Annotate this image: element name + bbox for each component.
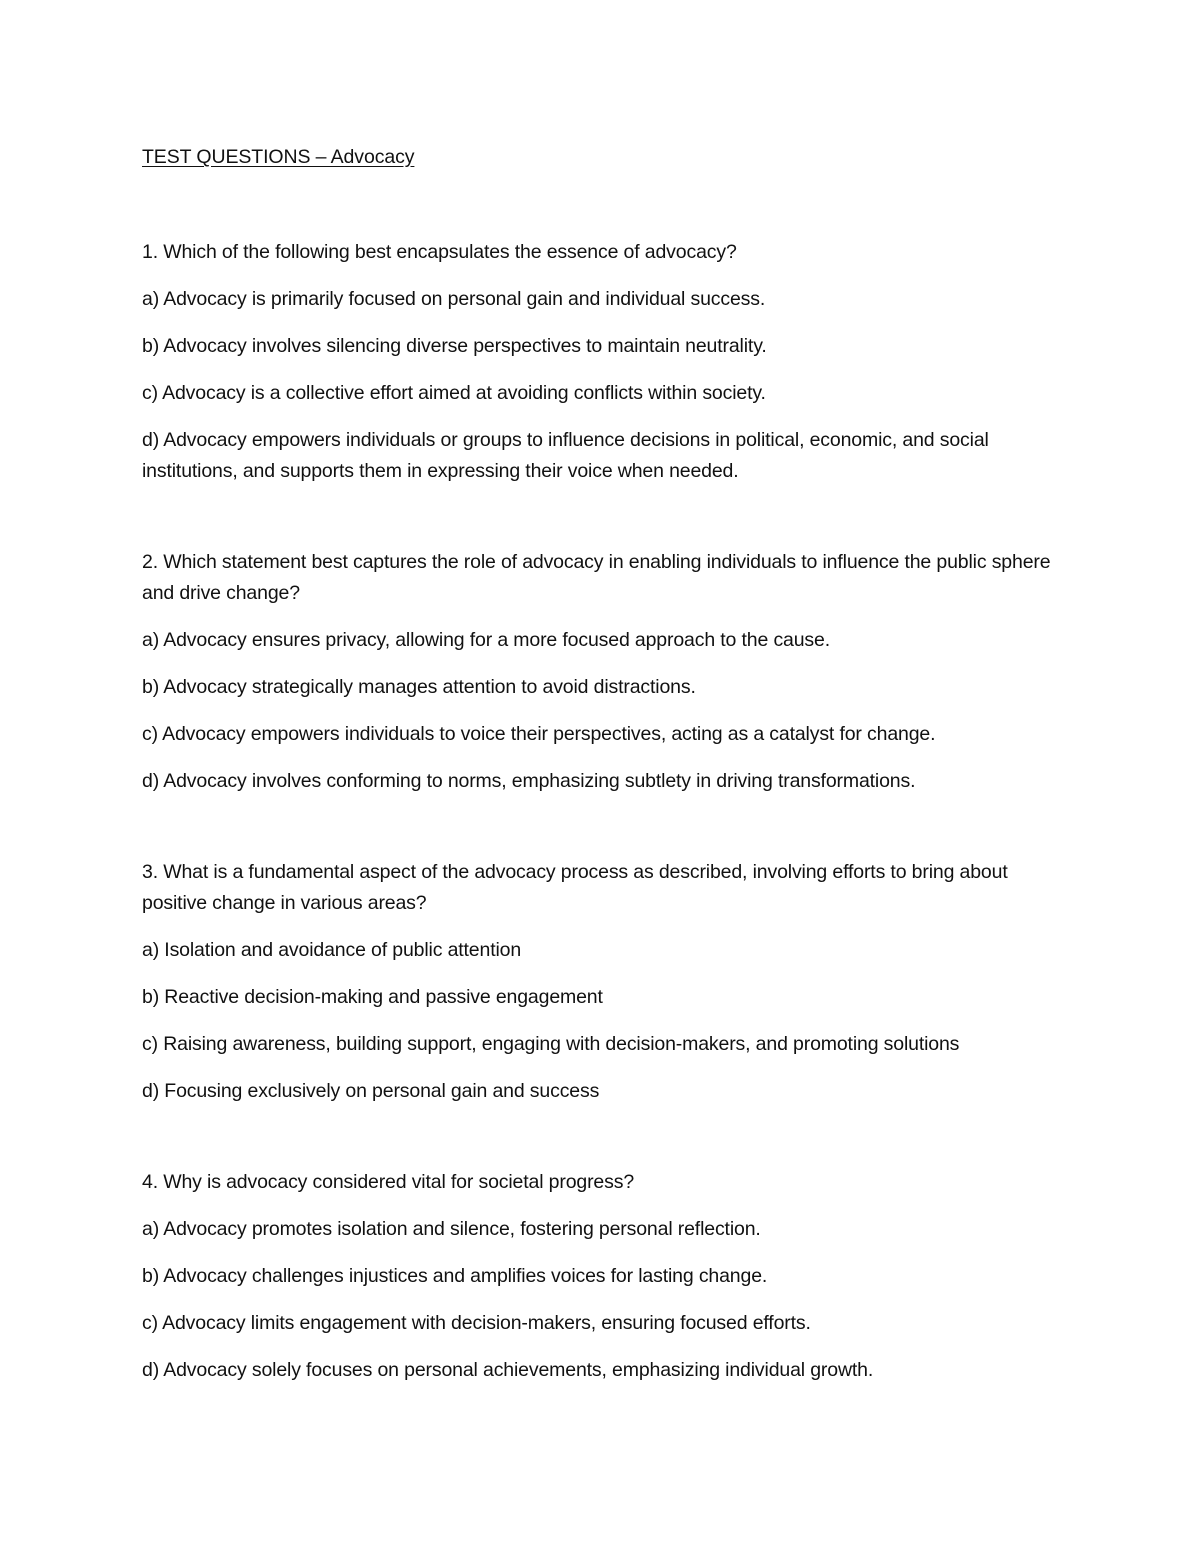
- answer-option-b: b) Advocacy challenges injustices and amplifies voices for lasting change.: [142, 1265, 768, 1287]
- question-text: 1. Which of the following best encapsulates the essence of advocacy?: [142, 241, 737, 263]
- answer-option-a: a) Advocacy is primarily focused on personal gain and individual success.: [142, 288, 766, 310]
- question-text: 4. Why is advocacy considered vital for societal progress?: [142, 1171, 635, 1193]
- answer-option-d: d) Advocacy empowers individuals or groups to influence decisions in political, economic, and social institutions, and supports them in expressing their voice when needed.: [142, 429, 989, 482]
- question-4: [142, 1167, 1072, 1386]
- answer-option-d: d) Advocacy solely focuses on personal achievements, emphasizing individual growth.: [142, 1359, 874, 1381]
- answer-option-a: a) Advocacy promotes isolation and silence, fostering personal reflection.: [142, 1218, 761, 1240]
- question-3: [142, 857, 1072, 1107]
- answer-option-b: b) Reactive decision-making and passive engagement: [142, 986, 603, 1008]
- answer-option-c: c) Advocacy empowers individuals to voice their perspectives, acting as a catalyst for change.: [142, 723, 936, 745]
- answer-option-c: c) Advocacy is a collective effort aimed at avoiding conflicts within society.: [142, 382, 766, 404]
- answer-option-b: b) Advocacy strategically manages attention to avoid distractions.: [142, 676, 696, 698]
- answer-option-c: c) Raising awareness, building support, engaging with decision-makers, and promoting solutions: [142, 1033, 960, 1055]
- question-1: [142, 237, 1072, 487]
- question-text: 2. Which statement best captures the role of advocacy in enabling individuals to influence the public sphere and drive change?: [142, 551, 1051, 604]
- question-2: [142, 547, 1072, 797]
- question-text: 3. What is a fundamental aspect of the advocacy process as described, involving efforts to bring about positive change in various areas?: [142, 861, 1008, 914]
- answer-option-c: c) Advocacy limits engagement with decision-makers, ensuring focused efforts.: [142, 1312, 811, 1334]
- answer-option-d: d) Advocacy involves conforming to norms, emphasizing subtlety in driving transformations.: [142, 770, 916, 792]
- answer-option-b: b) Advocacy involves silencing diverse perspectives to maintain neutrality.: [142, 335, 767, 357]
- answer-option-d: d) Focusing exclusively on personal gain and success: [142, 1080, 600, 1102]
- document-body: [142, 143, 1072, 1386]
- answer-option-a: a) Isolation and avoidance of public attention: [142, 939, 522, 961]
- answer-option-a: a) Advocacy ensures privacy, allowing for a more focused approach to the cause.: [142, 629, 830, 651]
- document-title: TEST QUESTIONS – Advocacy: [142, 146, 415, 168]
